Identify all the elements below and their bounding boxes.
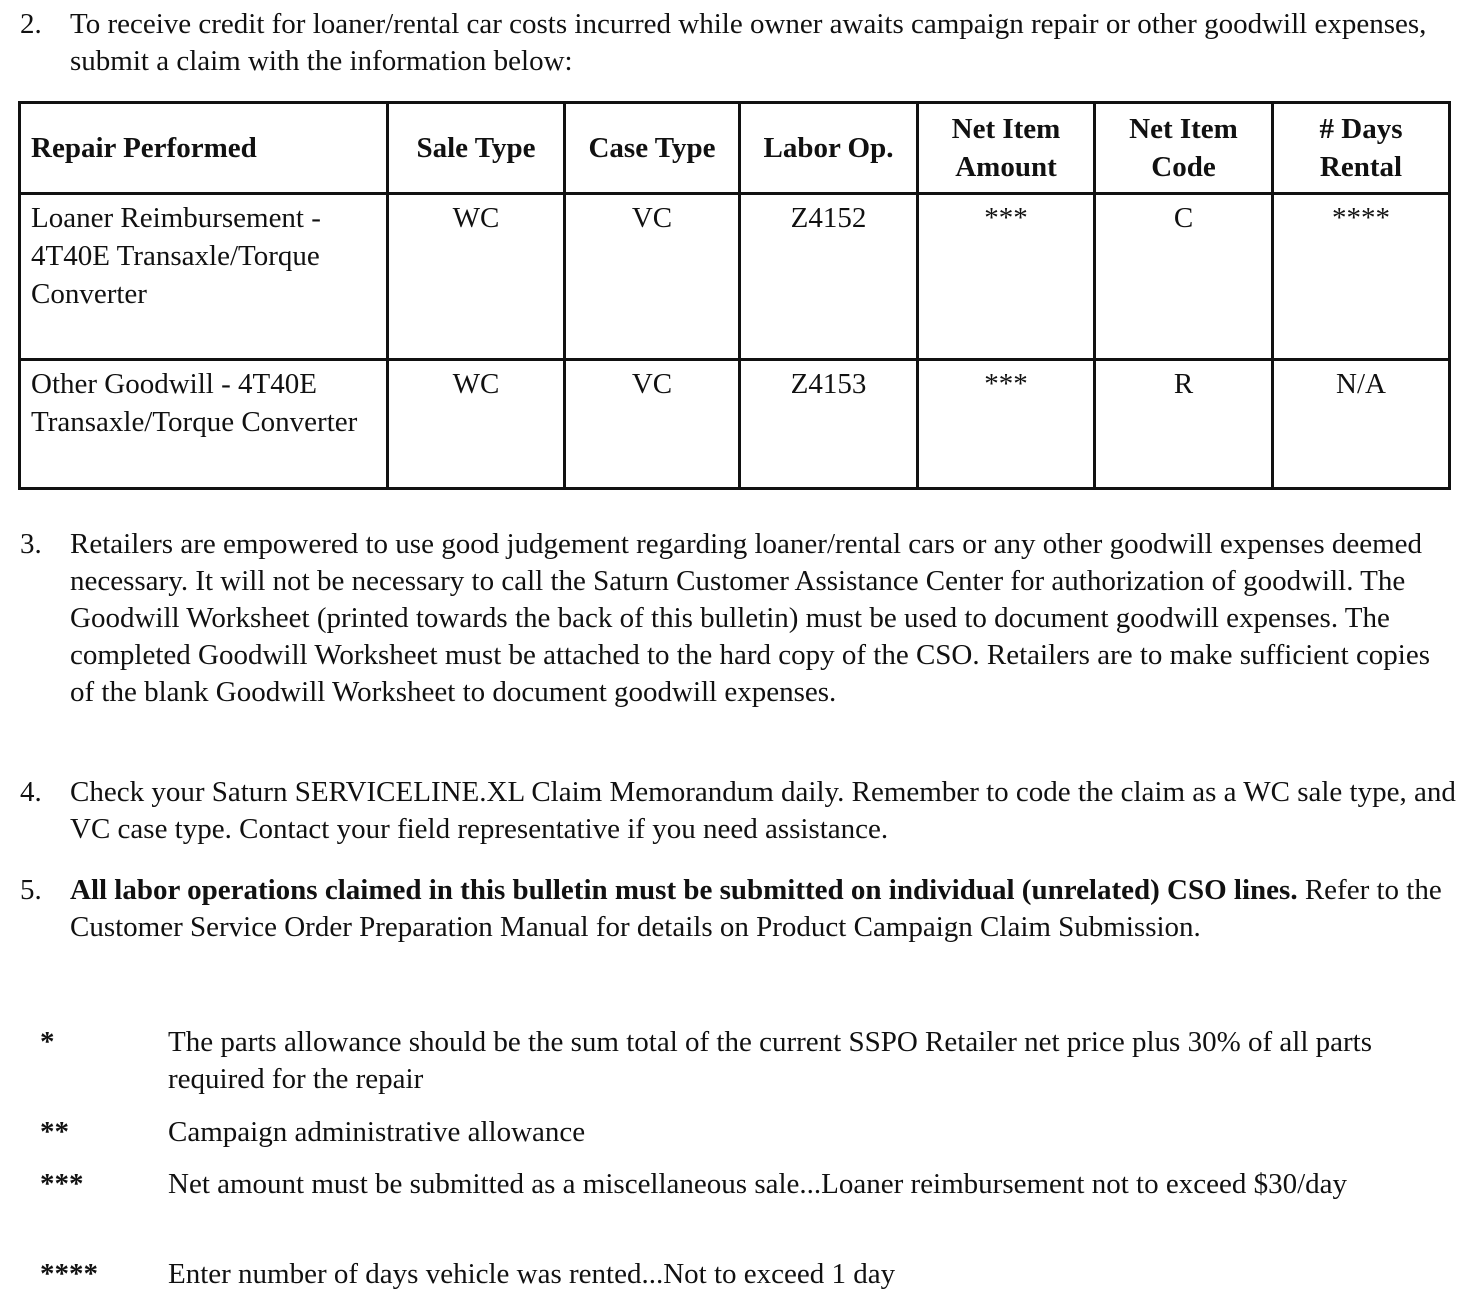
footnote-2	[40, 1114, 1440, 1151]
table-header-row	[20, 103, 1450, 194]
item-5	[20, 872, 1460, 946]
cell-case-type: VC	[565, 194, 740, 360]
item-number: 3.	[20, 528, 42, 560]
claim-info-table	[18, 101, 1451, 490]
cell-sale-type: WC	[388, 360, 565, 489]
footnote-text: The parts allowance should be the sum total of the current SSPO Retailer net price plus 30% of all parts required for the repair	[168, 1026, 1372, 1095]
cell-days-rental: ****	[1273, 194, 1450, 360]
footnote-3	[40, 1166, 1440, 1203]
column-header-sale-type: Sale Type	[388, 103, 565, 194]
item-number: 4.	[20, 776, 42, 808]
cell-net-item-code: R	[1095, 360, 1273, 489]
footnote-text: Campaign administrative allowance	[168, 1116, 586, 1148]
cell-net-item-amount: ***	[918, 194, 1095, 360]
column-header-net-item-amount: Net Item Amount	[918, 103, 1095, 194]
cell-net-item-amount: ***	[918, 360, 1095, 489]
item-4	[20, 774, 1460, 848]
column-header-labor-op: Labor Op.	[740, 103, 918, 194]
footnote-mark: *	[40, 1026, 55, 1058]
cell-labor-op: Z4152	[740, 194, 918, 360]
footnote-mark: ****	[40, 1258, 98, 1290]
column-header-case-type: Case Type	[565, 103, 740, 194]
cell-net-item-code: C	[1095, 194, 1273, 360]
item-3	[20, 526, 1460, 711]
cell-labor-op: Z4153	[740, 360, 918, 489]
item-text: To receive credit for loaner/rental car costs incurred while owner awaits campaign repair or other goodwill expenses, submit a claim with the information below:	[70, 8, 1427, 77]
footnote-text: Enter number of days vehicle was rented...Not to exceed 1 day	[168, 1258, 896, 1290]
item-text: Check your Saturn SERVICELINE.XL Claim Memorandum daily. Remember to code the claim as a WC sale type, and VC case type. Contact your field representative if you need assistance.	[70, 776, 1456, 845]
cell-sale-type: WC	[388, 194, 565, 360]
footnote-1	[40, 1024, 1440, 1098]
footnote-text: Net amount must be submitted as a miscellaneous sale...Loaner reimbursement not to exceed $30/day	[168, 1168, 1348, 1200]
item-text	[70, 872, 1460, 946]
table-row	[20, 360, 1450, 489]
footnote-mark: **	[40, 1116, 69, 1148]
column-header-repair-performed: Repair Performed	[20, 103, 388, 194]
footnote-mark: ***	[40, 1168, 84, 1200]
table-row	[20, 194, 1450, 360]
cell-days-rental: N/A	[1273, 360, 1450, 489]
item-number: 2.	[20, 8, 42, 40]
item-2	[20, 6, 1460, 80]
footnote-4	[40, 1256, 1440, 1293]
cell-repair-performed: Other Goodwill - 4T40E Transaxle/Torque Converter	[20, 360, 388, 489]
item-text: Retailers are empowered to use good judgement regarding loaner/rental cars or any other goodwill expenses deemed necessary. It will not be necessary to call the Saturn Customer Assistance Center for authorization of goodwill. The Goodwill Worksheet (printed towards the back of this bulletin) must be used to document goodwill expenses. The completed Goodwill Worksheet must be attached to the hard copy of the CSO. Retailers are to make sufficient copies of the blank Goodwill Worksheet to document goodwill expenses.	[70, 528, 1431, 708]
column-header-days-rental: # Days Rental	[1273, 103, 1450, 194]
item-regular-text: Refer to the Customer Service Order Preparation Manual for details on Product Campaign Claim Submission.	[70, 874, 1442, 943]
column-header-net-item-code: Net Item Code	[1095, 103, 1273, 194]
item-bold-text: All labor operations claimed in this bulletin must be submitted on individual (unrelated) CSO lines.	[70, 874, 1298, 906]
cell-repair-performed: Loaner Reimbursement - 4T40E Transaxle/Torque Converter	[20, 194, 388, 360]
item-number: 5.	[20, 874, 42, 906]
cell-case-type: VC	[565, 360, 740, 489]
